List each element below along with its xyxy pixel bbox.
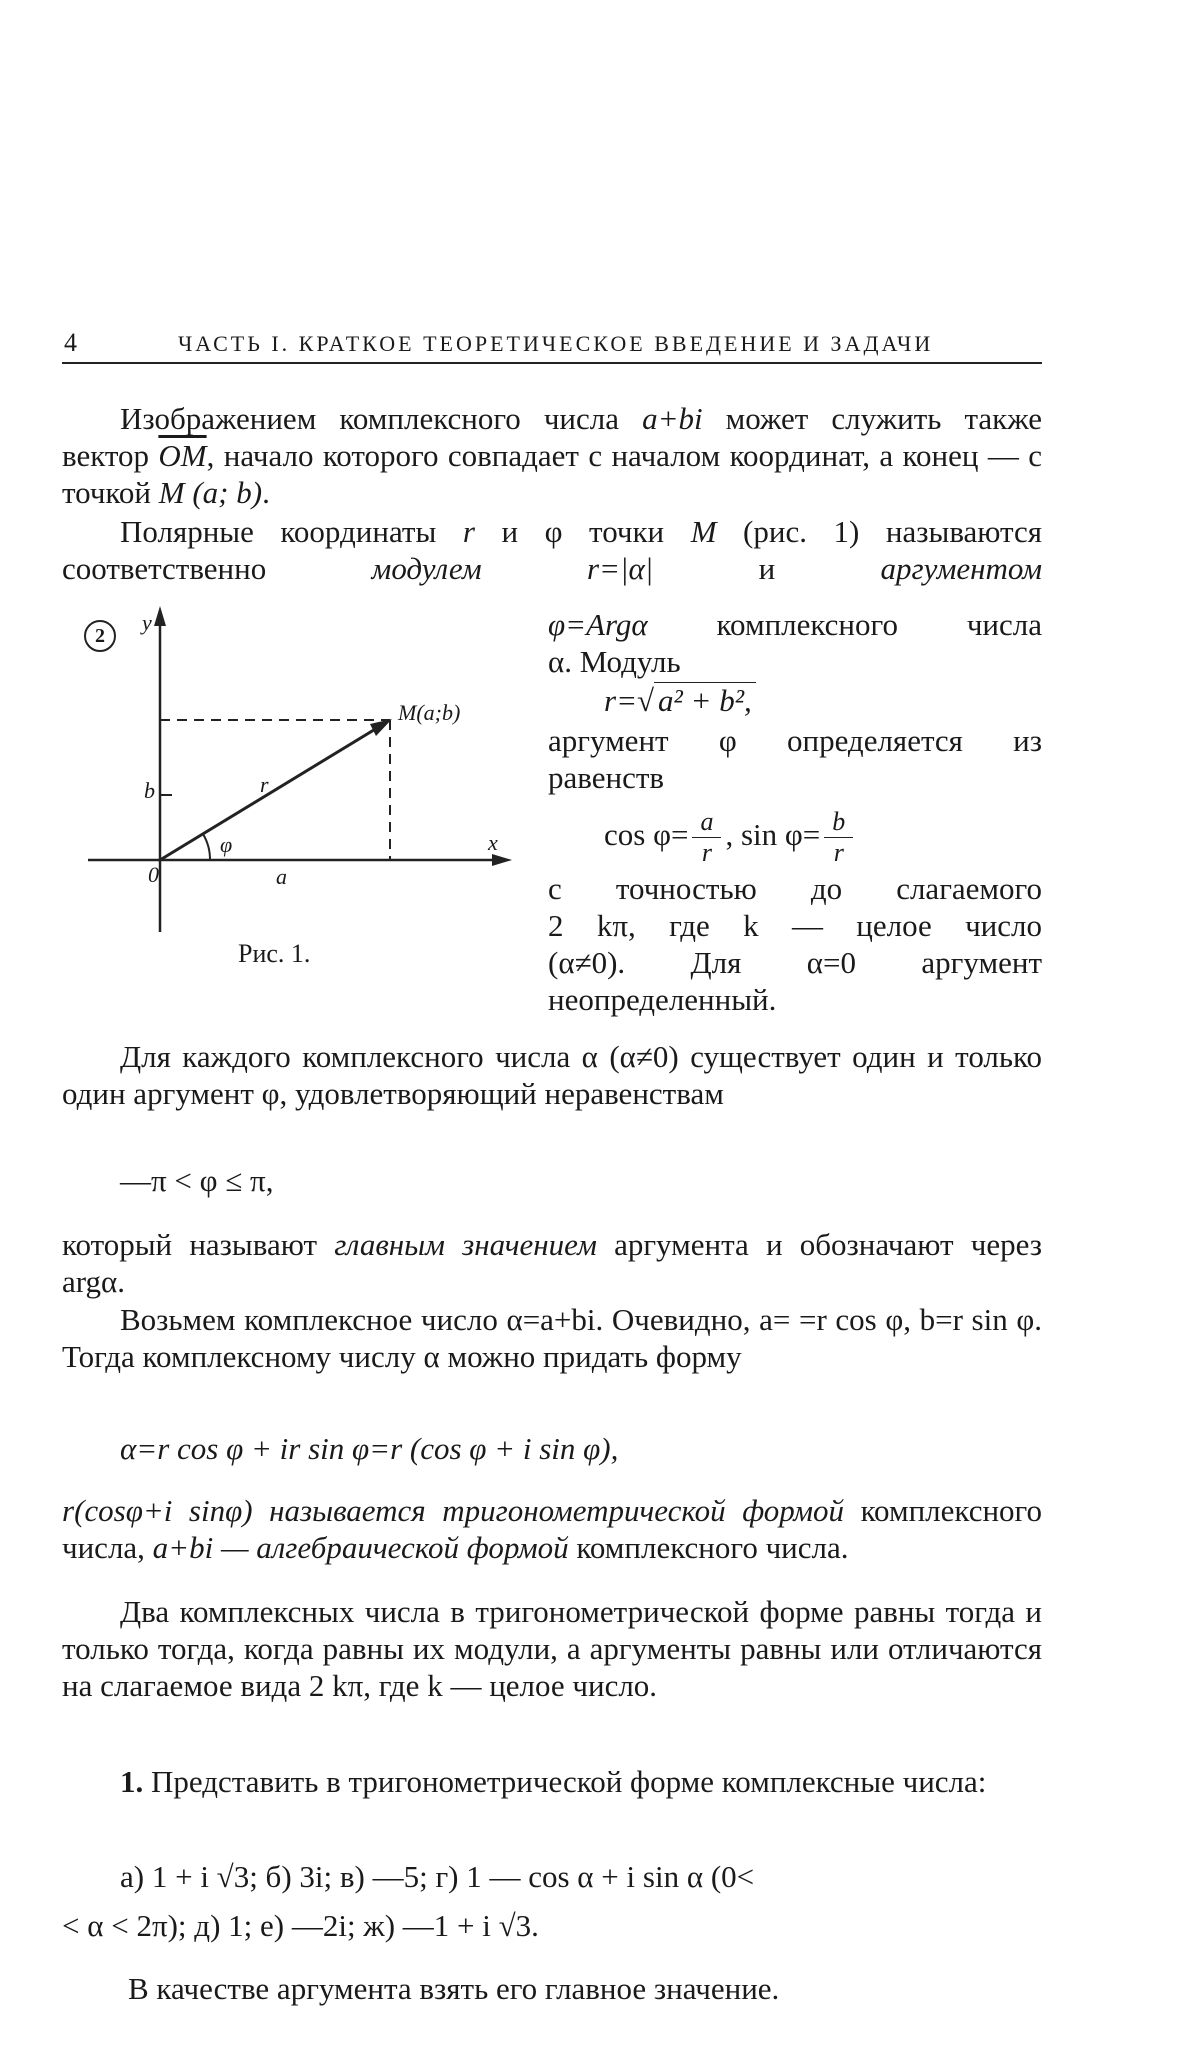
cos-sin-formula: cos φ= $\frac{a}{r}$ , sin φ= $\frac{b}{r}$ [604, 800, 857, 870]
side-line-8: неопределенный. [548, 982, 777, 1017]
problem-1: 1. Представить в тригонометрической форме комплексные числа: [120, 1764, 987, 1799]
x-axis-label: x [488, 830, 498, 855]
figure-caption: Рис. 1. [238, 939, 311, 968]
point-m-label: M(a;b) [398, 700, 461, 725]
paragraph-main-value: который называют главным значением аргумента и обозначают через argα. [62, 1227, 1042, 1299]
side-line-4: равенств [548, 760, 665, 795]
inequality: —π < φ ≤ π, [120, 1163, 274, 1198]
term-modulus: модулем [371, 551, 482, 586]
problem-items-line-1: а) 1 + i √3; б) 3i; в) —5; г) 1 — cos α + i sin α (0< [120, 1859, 755, 1894]
term-algebraic-form: — алгебраической формой [213, 1530, 569, 1565]
term-argument: аргументом [880, 551, 1042, 586]
running-title: ЧАСТЬ I. КРАТКОЕ ТЕОРЕТИЧЕСКОЕ ВВЕДЕНИЕ И ЗАДАЧИ [178, 331, 934, 356]
problem-items-line-2: < α < 2π); д) 1; е) —2i; ж) —1 + i √3. [62, 1908, 539, 1943]
paragraph-vector: Изображением комплексного числа a+bi может служить также вектор $\overline{OM}$, начало которого совпадает с началом координат, а конец — с точкой M (a; b). [62, 401, 1042, 510]
vector-r [160, 725, 382, 860]
angle-arc [203, 834, 210, 860]
y-axis-label: y [142, 610, 152, 635]
side-line-1: φ=Argα комплексного числа [548, 607, 1042, 642]
modulus-formula: r=√ a² + b², [604, 682, 756, 719]
paragraph-principal: Для каждого комплексного числа α (α≠0) существует один и только один аргумент φ, удовлетворяющий неравенствам [62, 1039, 1042, 1111]
side-line-2: α. Модуль [548, 644, 681, 679]
vector-arrowhead [370, 719, 392, 736]
term-main-value: главным значением [334, 1227, 597, 1262]
term-trig-form: тригонометрической формой [442, 1493, 845, 1528]
side-line-3: аргумент φ определяется из [548, 723, 1042, 758]
a-label: a [276, 864, 287, 889]
vector-om: $\overline{OM}$ [158, 438, 207, 473]
origin-label: 0 [148, 862, 159, 887]
trig-formula: α=r cos φ + ir sin φ=r (cos φ + i sin φ), [120, 1431, 619, 1466]
figure-1 [60, 600, 520, 1000]
side-line-6: 2 kπ, где k — целое число [548, 908, 1042, 943]
side-line-5: с точностью до слагаемого [548, 871, 1042, 906]
x-axis-arrow [492, 854, 512, 866]
paragraph-polar: Полярные координаты r и φ точки M (рис. 1) называются соответственно модулем r=|α| и аргументом [62, 514, 1043, 586]
running-head [62, 322, 1042, 364]
r-label: r [260, 772, 269, 797]
side-line-7: (α≠0). Для α=0 аргумент [548, 945, 1042, 980]
paragraph-trig-intro: Возьмем комплексное число α=a+bi. Очевидно, a= =r cos φ, b=r sin φ. Тогда комплексному числу α можно придать форму [62, 1302, 1042, 1374]
phi-label: φ [220, 832, 233, 857]
b-label: b [144, 778, 155, 803]
paragraph-equality: Два комплексных числа в тригонометрической форме равны тогда и только тогда, когда равны их модули, а аргументы равны или отличаются на слагаемое вида 2 kπ, где k — целое число. [62, 1594, 1042, 1703]
y-axis-arrow [154, 606, 166, 626]
page-number: 4 [64, 328, 77, 357]
paragraph-forms: r(cosφ+i sinφ) называется тригонометрической формой комплексного числа, a+bi — алгебраической формой комплексного числа. [62, 1493, 1042, 1565]
figure-number-badge: 2 [84, 620, 116, 652]
problem-note: В качестве аргумента взять его главное значение. [128, 1971, 780, 2006]
problem-number: 1. [120, 1764, 144, 1799]
